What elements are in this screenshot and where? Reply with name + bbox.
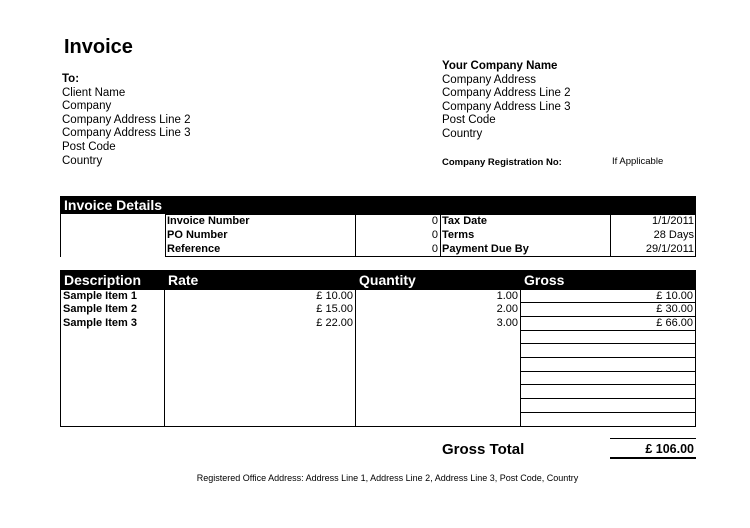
detail-label-po-number: PO Number bbox=[167, 229, 228, 241]
detail-label-reference: Reference bbox=[167, 243, 221, 255]
item-rate: £ 15.00 bbox=[316, 303, 353, 315]
company-line: Company Address Line 3 bbox=[442, 100, 571, 113]
item-description: Sample Item 1 bbox=[63, 290, 137, 302]
items-col-divider-3 bbox=[520, 289, 521, 427]
detail-value-reference: 0 bbox=[431, 243, 438, 255]
client-line: Company bbox=[62, 100, 112, 113]
client-line: Company Address Line 2 bbox=[62, 113, 191, 126]
details-divider-2 bbox=[440, 214, 441, 257]
client-line: Client Name bbox=[62, 86, 126, 99]
invoice-details-header: Invoice Details bbox=[60, 196, 696, 214]
company-reg-label: Company Registration No: bbox=[442, 157, 562, 168]
col-header-quantity: Quantity bbox=[359, 272, 416, 288]
gross-row-line bbox=[520, 384, 696, 385]
col-header-rate: Rate bbox=[168, 272, 199, 288]
detail-label-payment-due: Payment Due By bbox=[442, 243, 529, 255]
company-address bbox=[442, 60, 571, 142]
client-address bbox=[62, 73, 191, 168]
company-line: Company Address Line 2 bbox=[442, 87, 571, 100]
items-col-divider-1 bbox=[164, 289, 165, 427]
detail-value-tax-date: 1/1/2011 bbox=[651, 215, 694, 227]
gross-row-line bbox=[520, 357, 696, 358]
client-line: Post Code bbox=[62, 140, 116, 153]
company-line: Post Code bbox=[442, 114, 496, 127]
item-description: Sample Item 3 bbox=[63, 317, 137, 329]
gross-row-line bbox=[520, 412, 696, 413]
item-description: Sample Item 2 bbox=[63, 303, 137, 315]
footer-address: Registered Office Address: Address Line 1, Address Line 2, Address Line 3, Post Code, Country bbox=[196, 473, 579, 483]
company-name: Your Company Name bbox=[442, 60, 558, 72]
gross-row-line bbox=[520, 343, 696, 344]
item-quantity: 3.00 bbox=[496, 317, 518, 329]
detail-value-invoice-number: 0 bbox=[431, 215, 438, 227]
gross-row-line bbox=[520, 398, 696, 399]
item-quantity: 2.00 bbox=[496, 303, 518, 315]
gross-total-bottom-rule bbox=[610, 457, 696, 459]
gross-total-label: Gross Total bbox=[442, 441, 525, 458]
client-line: Company Address Line 3 bbox=[62, 127, 191, 140]
details-divider-3 bbox=[610, 214, 611, 257]
details-divider-1 bbox=[355, 214, 356, 257]
item-rate: £ 10.00 bbox=[316, 290, 353, 302]
company-reg-value: If Applicable bbox=[612, 156, 664, 167]
gross-total-value: £ 106.00 bbox=[645, 442, 694, 456]
gross-row-line bbox=[520, 371, 696, 372]
to-label: To: bbox=[62, 73, 80, 85]
company-line: Country bbox=[442, 127, 483, 140]
col-header-gross: Gross bbox=[524, 272, 565, 288]
item-rate: £ 22.00 bbox=[316, 317, 353, 329]
detail-label-tax-date: Tax Date bbox=[442, 215, 488, 227]
item-quantity: 1.00 bbox=[496, 290, 518, 302]
item-gross: £ 66.00 bbox=[656, 317, 693, 329]
detail-label-terms: Terms bbox=[442, 229, 475, 241]
details-left-border bbox=[60, 214, 61, 257]
detail-value-terms: 28 Days bbox=[653, 229, 694, 241]
item-gross: £ 30.00 bbox=[656, 303, 693, 315]
detail-label-invoice-number: Invoice Number bbox=[167, 215, 250, 227]
client-line: Country bbox=[62, 154, 103, 167]
invoice-title: Invoice bbox=[64, 36, 133, 58]
items-col-divider-2 bbox=[355, 289, 356, 427]
company-line: Company Address bbox=[442, 73, 536, 86]
item-gross: £ 10.00 bbox=[656, 290, 693, 302]
gross-total-top-rule bbox=[610, 438, 696, 439]
detail-value-payment-due: 29/1/2011 bbox=[645, 243, 694, 255]
col-header-description: Description bbox=[64, 272, 142, 288]
detail-value-po-number: 0 bbox=[431, 229, 438, 241]
